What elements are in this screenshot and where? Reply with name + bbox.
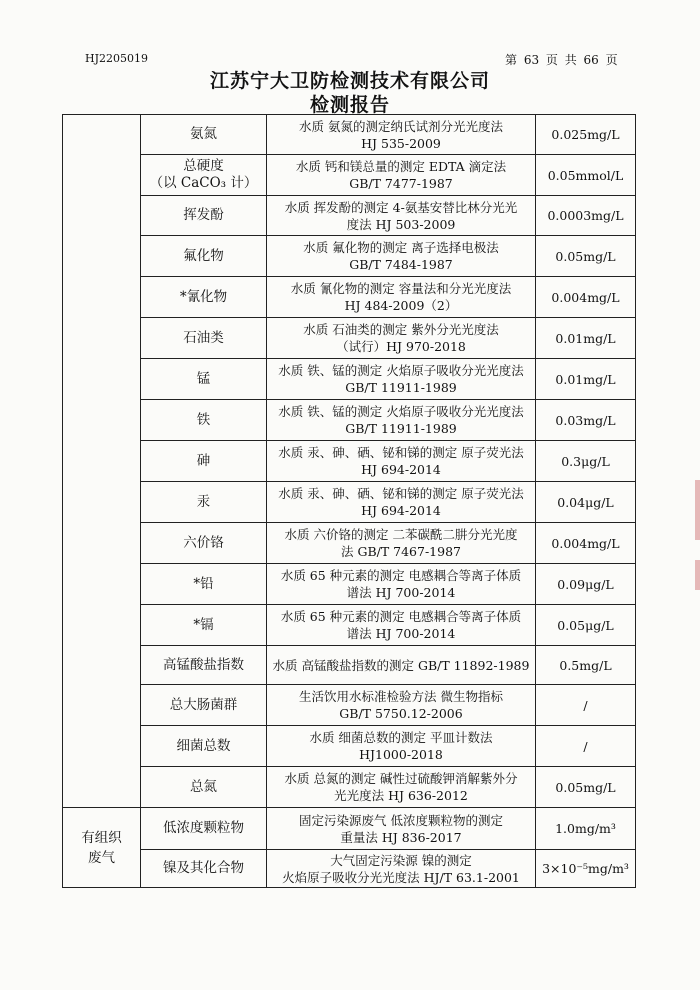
cell-line: 有组织 bbox=[81, 829, 122, 846]
cell-line: HJ 535-2009 bbox=[361, 135, 441, 151]
table-row bbox=[63, 726, 636, 767]
table-row bbox=[63, 441, 636, 482]
cell-line: 水质 氨氮的测定纳氏试剂分光光度法 bbox=[299, 118, 503, 134]
method-cell bbox=[267, 850, 536, 888]
limit-cell: 0.04μg/L bbox=[536, 482, 636, 523]
limit-cell: 0.3μg/L bbox=[536, 441, 636, 482]
method-cell bbox=[267, 236, 536, 277]
method-cell bbox=[267, 564, 536, 605]
edge-mark bbox=[695, 560, 700, 590]
cell-line: （试行）HJ 970-2018 bbox=[336, 339, 466, 354]
limit-cell: 0.09μg/L bbox=[536, 564, 636, 605]
table-row bbox=[63, 808, 636, 850]
limit-cell: 3×10⁻⁵mg/m³ bbox=[536, 850, 636, 888]
cell-line: 谱法 HJ 700-2014 bbox=[346, 585, 456, 600]
table-row bbox=[63, 605, 636, 646]
item-cell: 镍及其化合物 bbox=[141, 850, 267, 888]
method-cell bbox=[267, 726, 536, 767]
table-row bbox=[63, 564, 636, 605]
table-row bbox=[63, 196, 636, 236]
table-row bbox=[63, 482, 636, 523]
cell-line: 火焰原子吸收分光光度法 HJ/T 63.1-2001 bbox=[282, 869, 520, 885]
method-cell bbox=[267, 277, 536, 318]
cell-line: 水质 石油类的测定 紫外分光光度法 bbox=[303, 322, 499, 337]
item-cell: 低浓度颗粒物 bbox=[141, 808, 267, 850]
item-cell: 高锰酸盐指数 bbox=[141, 646, 267, 685]
limit-cell: 0.05mg/L bbox=[536, 236, 636, 277]
cell-line: GB/T 11911-1989 bbox=[345, 421, 457, 436]
limit-cell: / bbox=[536, 685, 636, 726]
method-cell bbox=[267, 196, 536, 236]
cell-line: 水质 铁、锰的测定 火焰原子吸收分光光度法 bbox=[278, 404, 524, 419]
cell-line: （以 CaCO₃ 计） bbox=[149, 175, 258, 191]
cell-line: 水质 钙和镁总量的测定 EDTA 滴定法 bbox=[295, 159, 507, 174]
cell-line: HJ 694-2014 bbox=[361, 462, 441, 477]
cell-line: 水质 总氮的测定 碱性过硫酸钾消解紫外分 bbox=[284, 771, 518, 786]
table-row bbox=[63, 318, 636, 359]
method-cell bbox=[267, 359, 536, 400]
limit-cell: 0.03mg/L bbox=[536, 400, 636, 441]
item-cell: 石油类 bbox=[141, 318, 267, 359]
cell-line: 水质 挥发酚的测定 4-氨基安替比林分光光 bbox=[284, 199, 518, 215]
method-cell bbox=[267, 400, 536, 441]
table-row bbox=[63, 523, 636, 564]
limit-cell: 0.5mg/L bbox=[536, 646, 636, 685]
limit-cell: 0.05mmol/L bbox=[536, 155, 636, 196]
report-title: 检测报告 bbox=[309, 94, 390, 116]
cell-line: 水质 65 种元素的测定 电感耦合等离子体质 bbox=[280, 609, 522, 624]
cell-line: 水质 汞、砷、硒、铋和锑的测定 原子荧光法 bbox=[278, 486, 524, 501]
item-cell: 汞 bbox=[141, 482, 267, 523]
cell-line: 废气 bbox=[88, 849, 115, 866]
table-row bbox=[63, 115, 636, 155]
table-row bbox=[63, 850, 636, 888]
limit-cell: 0.05μg/L bbox=[536, 605, 636, 646]
edge-mark bbox=[695, 480, 700, 540]
cell-line: 水质 细菌总数的测定 平皿计数法 bbox=[309, 730, 493, 745]
cell-line: 光光度法 HJ 636-2012 bbox=[334, 788, 468, 803]
cell-line: HJ 694-2014 bbox=[361, 503, 441, 518]
cell-line: HJ 484-2009（2） bbox=[344, 298, 458, 313]
item-cell: 铁 bbox=[141, 400, 267, 441]
cell-line: 总硬度 bbox=[183, 158, 224, 174]
table-row bbox=[63, 685, 636, 726]
item-cell: 六价铬 bbox=[141, 523, 267, 564]
method-cell bbox=[267, 767, 536, 808]
method-cell bbox=[267, 523, 536, 564]
cell-line: 大气固定污染源 镍的测定 bbox=[330, 852, 472, 868]
method-cell bbox=[267, 115, 536, 155]
limit-cell: 0.01mg/L bbox=[536, 318, 636, 359]
method-cell bbox=[267, 685, 536, 726]
cell-line: GB/T 7477-1987 bbox=[349, 176, 453, 191]
item-cell: 总大肠菌群 bbox=[141, 685, 267, 726]
method-cell bbox=[267, 441, 536, 482]
limit-cell: / bbox=[536, 726, 636, 767]
category-cell-water bbox=[63, 115, 141, 808]
method-cell bbox=[267, 155, 536, 196]
method-cell bbox=[267, 646, 536, 685]
table-row bbox=[63, 359, 636, 400]
table-row bbox=[63, 236, 636, 277]
limit-cell: 0.025mg/L bbox=[536, 115, 636, 155]
item-cell: 锰 bbox=[141, 359, 267, 400]
item-cell: 氨氮 bbox=[141, 115, 267, 155]
report-id: HJ2205019 bbox=[85, 52, 148, 65]
item-cell: *镉 bbox=[141, 605, 267, 646]
limit-cell: 1.0mg/m³ bbox=[536, 808, 636, 850]
item-cell bbox=[141, 155, 267, 196]
item-cell: *铅 bbox=[141, 564, 267, 605]
cell-line: 度法 HJ 503-2009 bbox=[346, 216, 456, 232]
cell-line: 水质 氟化物的测定 离子选择电极法 bbox=[303, 240, 499, 255]
item-cell: 挥发酚 bbox=[141, 196, 267, 236]
table-row bbox=[63, 277, 636, 318]
cell-line: 水质 六价铬的测定 二苯碳酰二肼分光光度 bbox=[284, 527, 518, 542]
method-cell bbox=[267, 482, 536, 523]
table-row bbox=[63, 155, 636, 196]
method-cell bbox=[267, 808, 536, 850]
cell-line: HJ1000-2018 bbox=[359, 747, 443, 762]
table-row bbox=[63, 767, 636, 808]
method-table bbox=[62, 114, 636, 888]
table-row bbox=[63, 400, 636, 441]
cell-line: 水质 铁、锰的测定 火焰原子吸收分光光度法 bbox=[278, 363, 524, 378]
method-cell bbox=[267, 605, 536, 646]
limit-cell: 0.004mg/L bbox=[536, 523, 636, 564]
item-cell: 总氮 bbox=[141, 767, 267, 808]
cell-line: 水质 65 种元素的测定 电感耦合等离子体质 bbox=[280, 568, 522, 583]
item-cell: 氟化物 bbox=[141, 236, 267, 277]
cell-line: 水质 汞、砷、硒、铋和锑的测定 原子荧光法 bbox=[278, 445, 524, 460]
cell-line: 法 GB/T 7467-1987 bbox=[340, 544, 461, 559]
table-row bbox=[63, 646, 636, 685]
cell-line: GB/T 11911-1989 bbox=[345, 380, 457, 395]
item-cell: *氰化物 bbox=[141, 277, 267, 318]
method-cell bbox=[267, 318, 536, 359]
cell-line: GB/T 5750.12-2006 bbox=[339, 706, 463, 721]
company-name: 江苏宁大卫防检测技术有限公司 bbox=[209, 70, 490, 92]
category-cell bbox=[63, 808, 141, 888]
cell-line: 重量法 HJ 836-2017 bbox=[340, 829, 462, 845]
limit-cell: 0.05mg/L bbox=[536, 767, 636, 808]
cell-line: GB/T 7484-1987 bbox=[349, 257, 453, 272]
limit-cell: 0.004mg/L bbox=[536, 277, 636, 318]
limit-cell: 0.0003mg/L bbox=[536, 196, 636, 236]
cell-line: 谱法 HJ 700-2014 bbox=[346, 626, 456, 641]
item-cell: 细菌总数 bbox=[141, 726, 267, 767]
cell-line: 生活饮用水标准检验方法 微生物指标 bbox=[299, 689, 503, 704]
cell-line: 水质 高锰酸盐指数的测定 GB/T 11892-1989 bbox=[272, 657, 530, 673]
limit-cell: 0.01mg/L bbox=[536, 359, 636, 400]
page-number: 第 63 页 共 66 页 bbox=[505, 53, 618, 67]
cell-line: 水质 氰化物的测定 容量法和分光光度法 bbox=[290, 281, 512, 296]
cell-line: 固定污染源废气 低浓度颗粒物的测定 bbox=[299, 812, 503, 828]
item-cell: 砷 bbox=[141, 441, 267, 482]
